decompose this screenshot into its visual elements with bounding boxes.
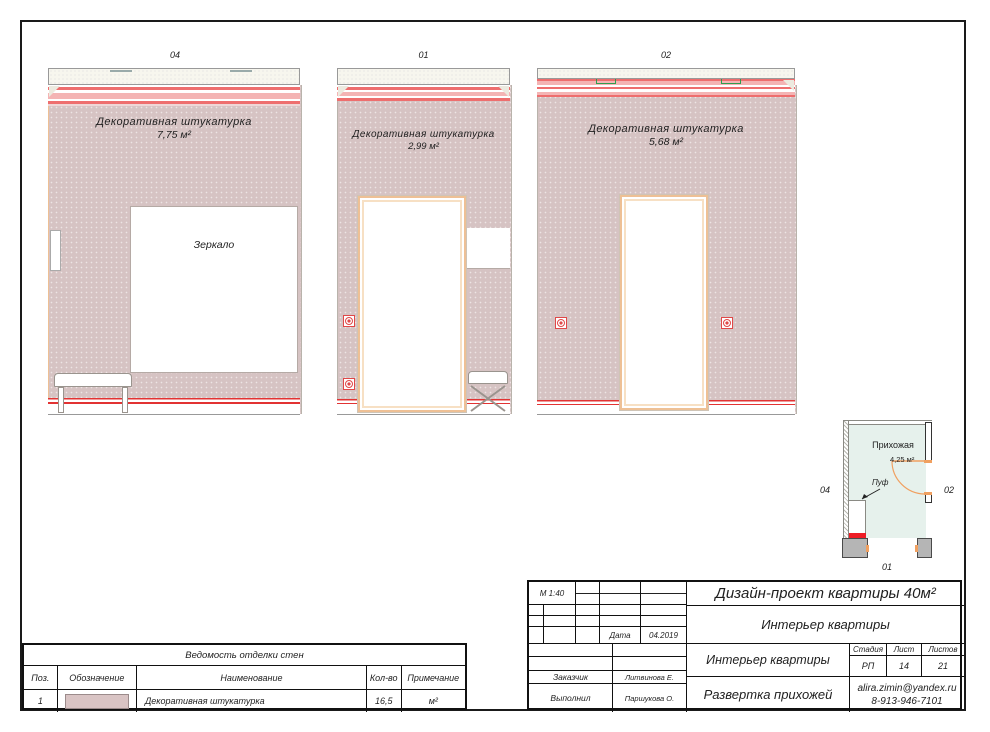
sheet-label: Лист — [886, 643, 921, 655]
contact-cell — [849, 676, 964, 712]
grid-cell — [599, 604, 640, 615]
material-annotation — [337, 128, 510, 152]
finish-table-header — [24, 665, 465, 689]
revision-cell — [599, 582, 640, 604]
elevation-02 — [535, 50, 797, 418]
curtain-track-mark — [230, 70, 252, 72]
grid-cell — [612, 643, 686, 656]
grid-cell — [640, 604, 686, 615]
mirror-label: Зеркало — [193, 239, 235, 251]
corner-fold — [49, 86, 60, 97]
row-note: м² — [401, 690, 465, 712]
grid-cell — [640, 615, 686, 626]
title-block — [527, 580, 962, 710]
bench-leg — [122, 387, 128, 413]
plan-wall-top — [843, 420, 932, 425]
material-area: 5,68 м² — [648, 136, 684, 149]
material-area: 2,99 м² — [408, 141, 439, 152]
pouf-footprint — [849, 500, 866, 533]
grid-cell — [575, 626, 599, 643]
contact-email: alira.zimin@yandex.ru — [857, 682, 957, 694]
project-title: Дизайн-проект квартиры 40м² — [686, 582, 964, 605]
grid-cell — [599, 615, 640, 626]
client-label: Заказчик — [529, 670, 612, 683]
room-label: Прихожая — [872, 440, 914, 450]
stage-label: Стадия — [849, 643, 886, 655]
door-frame — [624, 199, 704, 406]
stool-legs — [468, 384, 508, 413]
col-name: Наименование — [136, 666, 366, 689]
revision-cell — [640, 582, 686, 604]
sheets-value: 21 — [921, 655, 964, 676]
cornice — [537, 79, 795, 97]
grid-cell — [575, 615, 599, 626]
col-pos: Поз. — [31, 672, 50, 683]
elevation-01 — [335, 50, 512, 418]
elevation-label: 01 — [418, 50, 429, 60]
plan-label-left: 04 — [820, 485, 831, 495]
ceiling-strip — [337, 68, 510, 85]
plan-label-bottom: 01 — [881, 562, 892, 572]
outlet-icon — [721, 317, 733, 329]
curtain-track-mark — [110, 70, 132, 72]
project-subtitle: Интерьер квартиры — [686, 605, 964, 643]
downlight-icon — [721, 79, 741, 84]
stage-value: РП — [849, 655, 886, 676]
bench — [54, 373, 132, 387]
outlet-icon — [343, 378, 355, 390]
door-jamb-mark — [924, 460, 932, 463]
ceiling-strip — [537, 68, 795, 79]
corner-fold — [783, 80, 794, 91]
opening-mark — [915, 545, 918, 552]
wall-section — [842, 538, 868, 558]
revision-cell — [575, 582, 599, 604]
date-label-cell: Дата — [599, 626, 640, 643]
grid-cell — [529, 626, 543, 643]
door — [358, 196, 466, 412]
finish-table-title: Ведомость отделки стен — [185, 649, 304, 661]
floor-line — [48, 404, 300, 415]
ceiling-strip — [48, 68, 300, 85]
date-value-cell: 04.2019 — [640, 626, 686, 643]
grid-cell — [543, 626, 575, 643]
grid-cell — [543, 604, 575, 615]
drawing-name: Развертка прихожей — [686, 676, 849, 712]
downlight-icon — [596, 79, 616, 84]
floor-plan — [820, 415, 982, 580]
corner-fold — [338, 86, 349, 97]
client-value: Литвинова Е. — [612, 670, 686, 683]
material-label: Декоративная штукатурка — [352, 129, 495, 140]
elevation-label: 04 — [169, 50, 180, 60]
material-label: Декоративная штукатурка — [96, 116, 252, 128]
material-area: 7,75 м² — [156, 129, 192, 142]
door — [620, 195, 708, 410]
finish-table — [22, 643, 467, 710]
pouf-arrow-icon — [856, 487, 882, 503]
corner-fold — [498, 86, 509, 97]
contact-phone: 8-913-946-7101 — [871, 695, 943, 707]
scale-cell: М 1:40 — [539, 588, 565, 598]
section-title: Интерьер квартиры — [686, 643, 849, 676]
pouf-label: Пуф — [872, 478, 889, 487]
author-value: Паршукова О. — [612, 683, 686, 712]
col-qty: Кол-во — [366, 666, 401, 689]
plan-label-right: 02 — [944, 485, 955, 495]
grid-cell — [529, 656, 612, 670]
row-symbol — [57, 690, 136, 712]
sheet-value: 14 — [886, 655, 921, 676]
cornice — [48, 85, 300, 106]
elevation-04 — [46, 50, 304, 418]
wall-section — [917, 538, 932, 558]
stool-seat — [468, 371, 508, 384]
mirror — [130, 206, 298, 373]
outlet-icon — [343, 315, 355, 327]
row-pos: 1 — [37, 696, 43, 706]
material-label: Декоративная штукатурка — [588, 123, 744, 135]
material-swatch — [65, 694, 129, 709]
outlet-icon — [555, 317, 567, 329]
col-symbol: Обозначение — [57, 666, 136, 689]
author-label: Выполнил — [529, 683, 612, 712]
room-area-label: 4,25 м² — [890, 455, 915, 464]
door-frame — [362, 200, 462, 408]
door-jamb-mark — [924, 492, 932, 495]
grid-cell — [529, 604, 543, 615]
opening-mark — [866, 545, 869, 552]
grid-cell — [529, 615, 543, 626]
cornice — [337, 85, 510, 101]
grid-cell — [529, 643, 612, 656]
material-annotation — [537, 122, 795, 148]
wall-opening — [467, 228, 510, 269]
bench-leg — [58, 387, 64, 413]
sheets-label: Листов — [921, 643, 964, 655]
switch-plate — [50, 230, 61, 271]
elevation-label: 02 — [660, 50, 671, 60]
col-note: Примечание — [401, 666, 465, 689]
grid-cell — [612, 656, 686, 670]
row-name: Декоративная штукатурка — [136, 690, 366, 712]
material-annotation — [48, 115, 300, 141]
grid-cell — [575, 604, 599, 615]
grid-cell — [543, 615, 575, 626]
row-qty: 16,5 — [366, 690, 401, 712]
finish-table-row — [24, 689, 465, 712]
